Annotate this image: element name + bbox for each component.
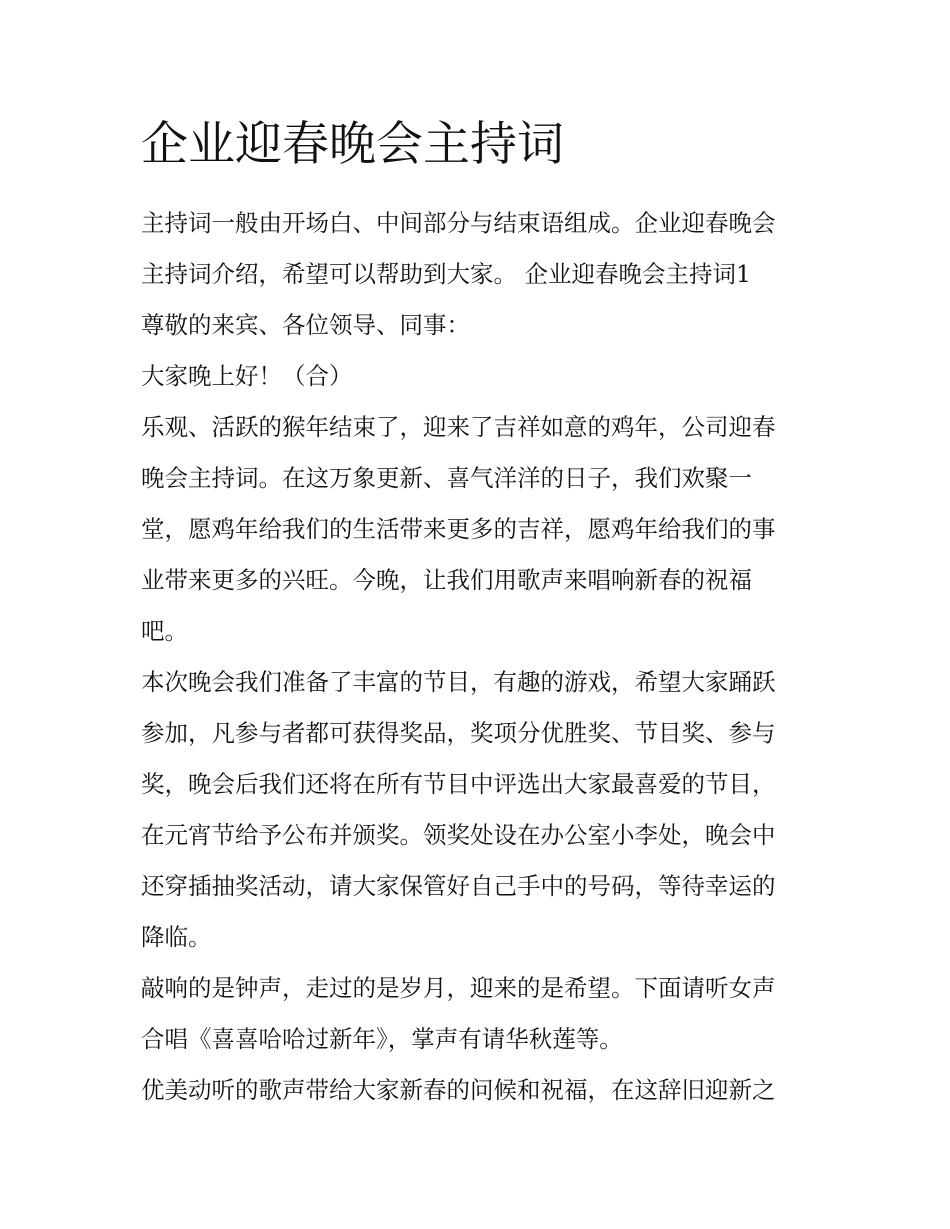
- paragraph: [141, 1065, 821, 1116]
- paragraph-line: 晚会主持词。在这万象更新、喜气洋洋的日子，我们欢聚一: [141, 464, 752, 492]
- paragraph-line: 降临。: [141, 923, 212, 951]
- paragraph-line: 还穿插抽奖活动，请大家保管好自己手中的号码，等待幸运的: [141, 872, 776, 900]
- paragraph-line: 堂，愿鸡年给我们的生活带来更多的吉祥，愿鸡年给我们的事: [141, 515, 776, 543]
- paragraph-line: 主持词介绍，希望可以帮助到大家。 企业迎春晚会主持词1: [141, 260, 751, 288]
- paragraph-line: 优美动听的歌声带给大家新春的问候和祝福，在这辞旧迎新之: [141, 1076, 776, 1104]
- paragraph: [141, 300, 821, 351]
- paragraph: [141, 657, 821, 963]
- paragraph-line: 大家晚上好！（合）: [141, 362, 353, 390]
- paragraph-line: 奖，晚会后我们还将在所有节目中评选出大家最喜爱的节目，: [141, 770, 776, 798]
- paragraph-line: 合唱《喜喜哈哈过新年》，掌声有请华秋莲等。: [141, 1025, 623, 1053]
- paragraph: [141, 351, 821, 402]
- paragraph-line: 乐观、活跃的猴年结束了，迎来了吉祥如意的鸡年，公司迎春: [141, 413, 776, 441]
- paragraph-line: 吧。: [141, 617, 188, 645]
- paragraph-line: 尊敬的来宾、各位领导、同事：: [141, 311, 470, 339]
- paragraph-line: 在元宵节给予公布并颁奖。领奖处设在办公室小李处，晚会中: [141, 821, 776, 849]
- paragraph-line: 参加，凡参与者都可获得奖品，奖项分优胜奖、节目奖、参与: [141, 719, 776, 747]
- paragraph-line: 业带来更多的兴旺。今晚，让我们用歌声来唱响新春的祝福: [141, 566, 752, 594]
- document-title: 企业迎春晚会主持词: [141, 117, 564, 172]
- paragraph-line: 敲响的是钟声，走过的是岁月，迎来的是希望。下面请听女声: [141, 974, 776, 1002]
- paragraph: [141, 402, 821, 657]
- paragraph: [141, 963, 821, 1065]
- paragraph-line: 本次晚会我们准备了丰富的节目，有趣的游戏，希望大家踊跃: [141, 668, 776, 696]
- paragraph: [141, 198, 821, 300]
- document-body: [141, 198, 821, 1116]
- paragraph-line: 主持词一般由开场白、中间部分与结束语组成。企业迎春晚会: [141, 209, 776, 237]
